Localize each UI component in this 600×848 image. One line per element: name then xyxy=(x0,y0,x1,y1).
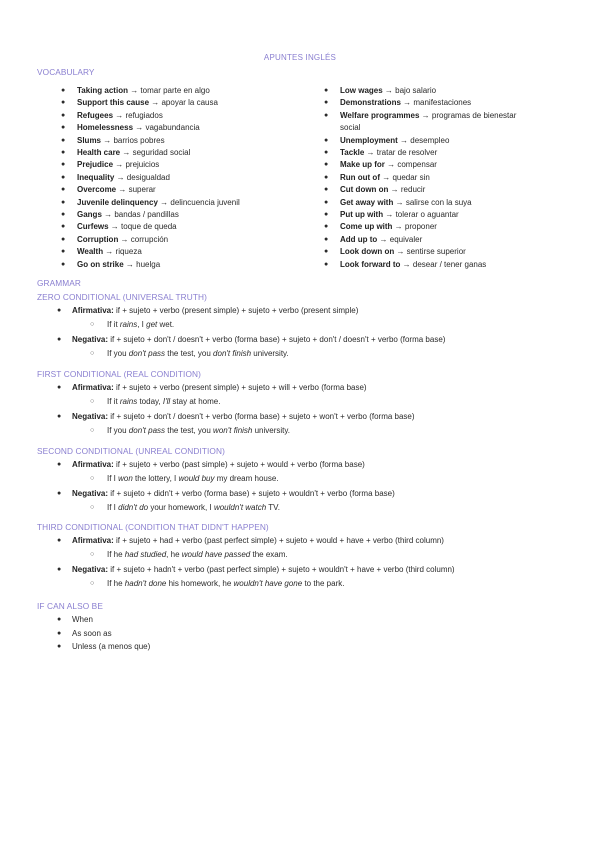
arrow-icon: → xyxy=(118,234,131,244)
example-text: your homework, I xyxy=(148,502,214,512)
sub-bullet-icon: ○ xyxy=(90,321,95,328)
bullet-icon: ● xyxy=(57,643,62,650)
bullet-icon: ● xyxy=(324,235,329,243)
bullet-icon: ● xyxy=(324,223,329,231)
vocab-item xyxy=(62,147,240,159)
vocab-meaning: bandas / pandillas xyxy=(114,210,179,220)
example-emphasis: don't finish xyxy=(213,348,252,358)
grammar-example xyxy=(107,549,288,560)
rule-label: Negativa: xyxy=(72,488,109,498)
vocab-meaning: quedar sin xyxy=(392,172,430,182)
vocab-meaning: compensar xyxy=(397,160,437,170)
grammar-rule xyxy=(72,488,395,499)
arrow-icon: → xyxy=(113,160,126,170)
bullet-icon: ● xyxy=(57,565,62,573)
example-text: , I xyxy=(137,320,147,329)
arrow-icon: → xyxy=(400,259,413,269)
arrow-icon: → xyxy=(113,110,126,120)
example-text: wet. xyxy=(157,320,175,329)
arrow-icon: → xyxy=(116,185,129,195)
rule-text: if + sujeto + had + verbo (past perfect simple) + sujeto + would + have + verbo (third column) xyxy=(113,536,444,545)
example-text: TV. xyxy=(266,502,280,512)
vocab-meaning: refugiados xyxy=(125,110,163,120)
grammar-rule xyxy=(72,535,444,546)
grammar-rule xyxy=(72,411,415,422)
vocab-term: Tackle xyxy=(340,148,365,158)
list-item: As soon as xyxy=(72,628,112,638)
bullet-icon: ● xyxy=(324,87,329,94)
section-third-conditional: THIRD CONDITIONAL (CONDITION THAT DIDN'T HAPPEN) xyxy=(37,522,269,532)
section-second-conditional: SECOND CONDITIONAL (UNREAL CONDITION) xyxy=(37,446,225,456)
arrow-icon: → xyxy=(388,185,401,195)
vocab-item xyxy=(62,122,240,134)
vocab-meaning: manifestaciones xyxy=(413,98,472,108)
bullet-icon: ● xyxy=(57,629,62,637)
example-emphasis: would have passed xyxy=(181,550,251,559)
vocab-meaning: prejuicios xyxy=(125,160,160,170)
vocab-item xyxy=(325,135,516,147)
arrow-icon: → xyxy=(101,135,114,145)
arrow-icon: → xyxy=(384,160,398,170)
vocab-item xyxy=(325,234,516,246)
grammar-rule xyxy=(72,305,358,316)
vocab-item xyxy=(325,246,516,258)
arrow-icon: → xyxy=(133,123,146,133)
example-emphasis: don't pass xyxy=(128,425,166,435)
grammar-example xyxy=(107,473,279,484)
vocab-meaning: corrupción xyxy=(130,234,169,244)
vocab-term: Health care xyxy=(77,148,121,158)
grammar-rule xyxy=(72,459,365,470)
example-text: the exam. xyxy=(250,550,288,559)
vocab-term: Juvenile delinquency xyxy=(77,197,158,207)
vocab-item xyxy=(325,221,516,233)
vocab-item xyxy=(62,184,240,196)
grammar-rule xyxy=(72,382,367,393)
list-item: When xyxy=(72,615,93,624)
arrow-icon: → xyxy=(419,110,432,120)
example-emphasis: wouldn't have gone xyxy=(233,578,303,588)
vocab-list-right xyxy=(325,85,516,271)
arrow-icon: → xyxy=(114,172,127,182)
sub-bullet-icon: ○ xyxy=(90,551,95,558)
arrow-icon: → xyxy=(157,197,171,207)
example-text: If I xyxy=(107,474,119,483)
vocab-term: Put up with xyxy=(340,210,384,220)
vocab-meaning: riqueza xyxy=(115,247,142,257)
bullet-icon: ● xyxy=(57,537,62,544)
example-text: , he xyxy=(166,550,182,559)
vocab-term: Prejudice xyxy=(77,160,114,170)
vocab-item xyxy=(62,110,240,122)
bullet-icon: ● xyxy=(61,223,66,231)
vocab-term: Unemployment xyxy=(340,135,398,145)
list-item: Unless (a menos que) xyxy=(72,642,151,651)
vocab-item xyxy=(325,259,516,271)
example-text: the lottery, I xyxy=(132,474,179,483)
rule-text: if + sujeto + verbo (past simple) + sujeto + would + verbo (forma base) xyxy=(113,460,365,469)
bullet-icon: ● xyxy=(61,87,66,94)
rule-text: if + sujeto + didn't + verbo (forma base) + sujeto + wouldn't + verbo (forma base) xyxy=(108,488,395,498)
vocab-item xyxy=(62,246,240,258)
grammar-example xyxy=(107,578,344,589)
vocab-meaning: vagabundancia xyxy=(145,123,200,133)
vocab-item xyxy=(62,85,240,97)
arrow-icon: → xyxy=(103,247,116,257)
vocab-meaning: proponer xyxy=(404,222,437,232)
arrow-icon: → xyxy=(397,135,411,145)
vocab-meaning: salirse con la suya xyxy=(405,197,472,207)
vocab-item xyxy=(62,172,240,184)
bullet-icon: ● xyxy=(61,136,66,144)
example-emphasis: wouldn't watch xyxy=(213,502,267,512)
sub-bullet-icon: ○ xyxy=(90,398,95,405)
grammar-example xyxy=(107,425,290,436)
vocab-meaning: tomar parte en algo xyxy=(140,86,210,95)
example-text: the test, you xyxy=(165,348,214,358)
vocab-term: Look forward to xyxy=(340,259,401,269)
example-emphasis: hadn't done xyxy=(124,578,167,588)
vocab-item xyxy=(62,209,240,221)
bullet-icon: ● xyxy=(57,616,62,623)
example-text: university. xyxy=(252,425,291,435)
vocab-item xyxy=(62,159,240,171)
bullet-icon: ● xyxy=(61,99,66,107)
example-text: If you xyxy=(107,348,129,358)
section-vocabulary: VOCABULARY xyxy=(37,67,95,77)
vocab-meaning: apoyar la causa xyxy=(161,98,218,108)
bullet-icon: ● xyxy=(324,248,329,256)
vocab-term: Gangs xyxy=(77,210,102,220)
example-text: my dream house. xyxy=(214,474,279,483)
vocab-meaning: bajo salario xyxy=(395,86,437,95)
vocab-term: Corruption xyxy=(77,234,119,244)
sub-bullet-icon: ○ xyxy=(90,349,95,357)
vocab-meaning: delincuencia juvenil xyxy=(170,197,240,207)
vocab-meaning: sentirse superior xyxy=(406,247,466,257)
vocab-item xyxy=(62,221,240,233)
vocab-meaning: seguridad social xyxy=(132,148,191,158)
vocab-term: Come up with xyxy=(340,222,393,232)
example-text: today, xyxy=(137,397,163,406)
sub-bullet-icon: ○ xyxy=(90,426,95,434)
vocab-item xyxy=(62,259,240,271)
grammar-rule xyxy=(72,564,455,575)
rule-label: Afirmativa: xyxy=(72,383,114,392)
section-zero-conditional: ZERO CONDITIONAL (UNIVERSAL TRUTH) xyxy=(37,292,207,302)
vocab-item xyxy=(325,209,516,221)
bullet-icon: ● xyxy=(61,198,66,206)
bullet-icon: ● xyxy=(324,161,329,169)
arrow-icon: → xyxy=(383,210,396,220)
example-emphasis: I'll xyxy=(162,397,171,406)
example-text: If it xyxy=(107,397,120,406)
vocab-term: Go on strike xyxy=(77,259,124,269)
bullet-icon: ● xyxy=(324,173,329,181)
rule-label: Negativa: xyxy=(72,411,109,421)
vocab-item xyxy=(62,234,240,246)
vocab-term: Welfare programmes xyxy=(340,110,420,120)
vocab-meaning: tolerar o aguantar xyxy=(395,210,459,220)
bullet-icon: ● xyxy=(57,307,62,314)
rule-text: if + sujeto + don't / doesn't + verbo (forma base) + sujeto + don't / doesn't + verbo (forma base) xyxy=(108,334,446,344)
vocab-meaning: desempleo xyxy=(410,135,450,145)
bullet-icon: ● xyxy=(61,149,66,157)
arrow-icon: → xyxy=(108,222,122,232)
example-text: If it xyxy=(107,320,120,329)
rule-label: Negativa: xyxy=(72,334,109,344)
vocab-item xyxy=(325,159,516,171)
bullet-icon: ● xyxy=(324,260,329,268)
grammar-example xyxy=(107,348,289,359)
vocab-term: Add up to xyxy=(340,234,378,244)
bullet-icon: ● xyxy=(324,99,329,107)
vocab-term: Homelessness xyxy=(77,123,134,133)
sub-bullet-icon: ○ xyxy=(90,503,95,511)
vocab-item xyxy=(325,97,516,109)
vocab-term: Look down on xyxy=(340,247,395,257)
bullet-icon: ● xyxy=(57,412,62,420)
example-emphasis: had studied xyxy=(124,550,167,559)
bullet-icon: ● xyxy=(57,335,62,343)
sub-bullet-icon: ○ xyxy=(90,475,95,482)
vocab-term: Slums xyxy=(77,135,102,145)
bullet-icon: ● xyxy=(57,461,62,468)
example-text: the test, you xyxy=(165,425,214,435)
vocab-list-left xyxy=(62,85,240,271)
example-emphasis: won xyxy=(118,474,133,483)
bullet-icon: ● xyxy=(61,161,66,169)
vocab-item xyxy=(325,184,516,196)
example-text: his homework, he xyxy=(166,578,234,588)
example-emphasis: would buy xyxy=(178,474,215,483)
section-grammar: GRAMMAR xyxy=(37,278,82,288)
vocab-meaning: programas de bienestar xyxy=(431,110,517,120)
vocab-meaning: superar xyxy=(128,185,156,195)
vocab-meaning: barrios pobres xyxy=(113,135,165,145)
vocab-meaning-cont: social xyxy=(340,123,361,133)
rule-text: if + sujeto + verbo (present simple) + sujeto + will + verbo (forma base) xyxy=(113,383,367,392)
bullet-icon: ● xyxy=(324,198,329,206)
bullet-icon: ● xyxy=(61,186,66,194)
vocab-item xyxy=(62,97,240,109)
rule-label: Afirmativa: xyxy=(72,306,114,315)
vocab-term: Make up for xyxy=(340,160,385,170)
vocab-term: Demonstrations xyxy=(340,98,401,108)
vocab-meaning: toque de queda xyxy=(121,222,177,232)
vocab-term: Run out of xyxy=(340,172,380,182)
vocab-term: Curfews xyxy=(77,222,109,232)
vocab-term: Wealth xyxy=(77,247,104,257)
grammar-example xyxy=(107,502,280,513)
arrow-icon: → xyxy=(127,86,141,95)
vocab-term: Low wages xyxy=(340,86,383,95)
arrow-icon: → xyxy=(364,148,377,158)
vocab-term: Inequality xyxy=(77,172,115,182)
sub-bullet-icon: ○ xyxy=(90,579,95,587)
vocab-item xyxy=(325,85,516,97)
example-text: stay at home. xyxy=(170,397,221,406)
bullet-icon: ● xyxy=(61,260,66,268)
vocab-meaning: reducir xyxy=(400,185,426,195)
bullet-icon: ● xyxy=(61,235,66,243)
bullet-icon: ● xyxy=(57,489,62,497)
vocab-meaning: desear / tener ganas xyxy=(412,259,487,269)
section-if-can-also-be: IF CAN ALSO BE xyxy=(37,601,103,611)
example-emphasis: rains xyxy=(119,397,138,406)
arrow-icon: → xyxy=(394,247,407,257)
bullet-icon: ● xyxy=(57,384,62,391)
vocab-term: Refugees xyxy=(77,110,114,120)
rule-text: if + sujeto + hadn't + verbo (past perfect simple) + sujeto + wouldn't + have + verbo (third column) xyxy=(108,564,455,574)
vocab-meaning: huelga xyxy=(136,259,161,269)
bullet-icon: ● xyxy=(61,248,66,256)
arrow-icon: → xyxy=(377,234,390,244)
vocab-meaning: desigualdad xyxy=(126,172,170,182)
grammar-example xyxy=(107,319,174,330)
bullet-icon: ● xyxy=(324,111,329,119)
vocab-term: Overcome xyxy=(77,185,117,195)
example-emphasis: don't pass xyxy=(128,348,166,358)
vocab-meaning: tratar de resolver xyxy=(376,148,438,158)
vocab-term: Cut down on xyxy=(340,185,389,195)
bullet-icon: ● xyxy=(61,173,66,181)
grammar-example xyxy=(107,396,220,407)
arrow-icon: → xyxy=(149,98,162,108)
arrow-icon: → xyxy=(382,86,396,95)
page-title: APUNTES INGLÉS xyxy=(263,53,337,62)
grammar-rule xyxy=(72,334,445,345)
example-text: to the park. xyxy=(302,578,345,588)
bullet-icon: ● xyxy=(61,211,66,219)
bullet-icon: ● xyxy=(61,111,66,119)
vocab-item xyxy=(325,197,516,209)
vocab-term: Support this cause xyxy=(77,98,150,108)
bullet-icon: ● xyxy=(324,136,329,144)
vocab-item xyxy=(325,147,516,159)
bullet-icon: ● xyxy=(324,186,329,194)
rule-label: Negativa: xyxy=(72,564,109,574)
rule-text: if + sujeto + don't / doesn't + verbo (forma base) + sujeto + won't + verbo (forma base) xyxy=(108,411,415,421)
arrow-icon: → xyxy=(123,259,137,269)
example-emphasis: rains xyxy=(119,320,138,329)
section-first-conditional: FIRST CONDITIONAL (REAL CONDITION) xyxy=(37,369,201,379)
vocab-item xyxy=(325,172,516,184)
arrow-icon: → xyxy=(393,197,406,207)
vocab-term: Get away with xyxy=(340,197,394,207)
bullet-icon: ● xyxy=(61,124,66,132)
example-text: If you xyxy=(107,425,129,435)
vocab-item xyxy=(62,197,240,209)
rule-text: if + sujeto + verbo (present simple) + sujeto + verbo (present simple) xyxy=(113,306,359,315)
example-text: If he xyxy=(107,550,125,559)
arrow-icon: → xyxy=(379,172,393,182)
vocab-term: Taking action xyxy=(77,86,128,95)
example-emphasis: get xyxy=(146,320,158,329)
rule-label: Afirmativa: xyxy=(72,460,114,469)
example-text: If I xyxy=(107,502,119,512)
arrow-icon: → xyxy=(392,222,405,232)
example-emphasis: won't finish xyxy=(213,425,253,435)
bullet-icon: ● xyxy=(324,211,329,219)
vocab-item xyxy=(325,110,516,135)
example-text: university. xyxy=(251,348,289,358)
arrow-icon: → xyxy=(400,98,414,108)
arrow-icon: → xyxy=(120,148,133,158)
example-emphasis: didn't do xyxy=(118,502,149,512)
vocab-meaning: equivaler xyxy=(389,234,423,244)
arrow-icon: → xyxy=(101,210,115,220)
example-text: If he xyxy=(107,578,125,588)
bullet-icon: ● xyxy=(324,149,329,157)
vocab-item xyxy=(62,135,240,147)
rule-label: Afirmativa: xyxy=(72,536,114,545)
